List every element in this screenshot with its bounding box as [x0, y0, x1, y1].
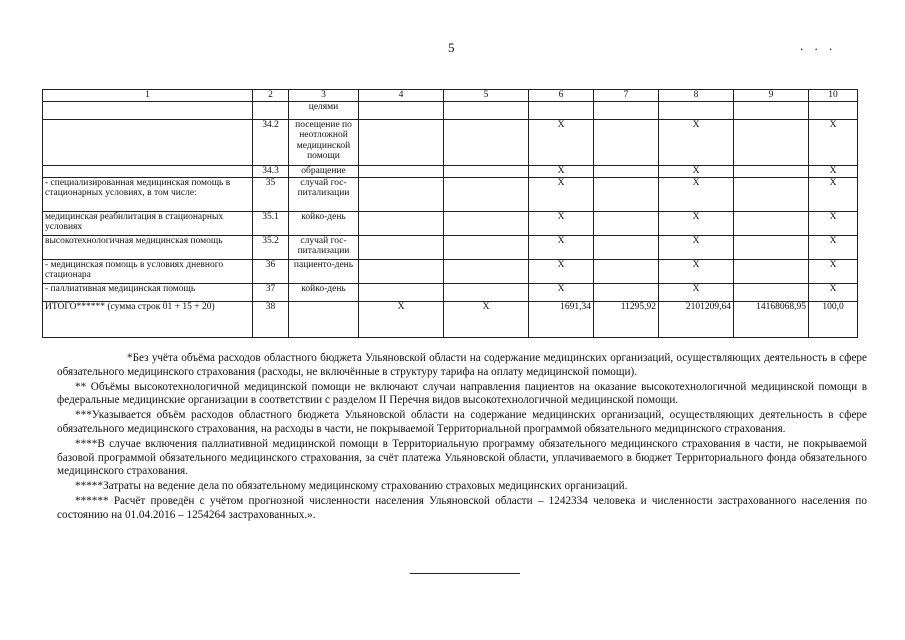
cell-code: 36 — [253, 259, 289, 283]
cell-col10: X — [809, 283, 858, 301]
cell-col4: X — [359, 301, 444, 337]
table-row — [43, 235, 858, 259]
cell-label: медицинская реабилитация в стационарных условиях — [43, 211, 253, 235]
cell-col10: X — [809, 165, 858, 177]
cell-col9: 14168068,95 — [734, 301, 809, 337]
footnote: *Без учёта объёма расходов областного бюджета Ульяновской области на содержание медицинских организаций, осуществляющих деятельность в сфере обязательного медицинского страхования (расходы, не включённые в структуру тарифа на оплату медицинской помощи). — [57, 352, 867, 378]
data-table — [42, 89, 858, 338]
table-header-row — [43, 90, 858, 102]
cell-unit: пациенто-день — [289, 259, 359, 283]
col-header: 2 — [253, 90, 289, 102]
table-row — [43, 165, 858, 177]
cell-unit: посещение по неотложной медицинской помощи — [289, 119, 359, 165]
cell-unit: случай гос-питализации — [289, 235, 359, 259]
col-header: 10 — [809, 90, 858, 102]
cell-col6 — [529, 101, 594, 119]
footnote: ****** Расчёт проведён с учётом прогнозной численности населения Ульяновской области – 1242334 человека и численности застрахованного населения по состоянию на 01.04.2016 – 1254264 застрахованных.». — [57, 495, 867, 522]
cell-col4 — [359, 119, 444, 165]
cell-col4 — [359, 101, 444, 119]
cell-col8: X — [659, 165, 734, 177]
cell-code — [253, 101, 289, 119]
footnote: ** Объёмы высокотехнологичной медицинской помощи не включают случаи направления пациентов на оказание высокотехнологичной медицинской помощи в федеральные медицинские организации в соответствии с разделом II Перечня видов высокотехнологичной медицинской помощи. — [57, 380, 867, 407]
cell-col7 — [594, 165, 659, 177]
cell-col5 — [444, 165, 529, 177]
cell-col9 — [734, 177, 809, 211]
cell-code: 35.2 — [253, 235, 289, 259]
cell-col4 — [359, 211, 444, 235]
cell-col6: X — [529, 211, 594, 235]
col-header: 9 — [734, 90, 809, 102]
cell-unit: случай гос-питализации — [289, 177, 359, 211]
cell-col9 — [734, 119, 809, 165]
cell-col5 — [444, 235, 529, 259]
cell-col10: X — [809, 211, 858, 235]
cell-col9 — [734, 165, 809, 177]
cell-col5 — [444, 101, 529, 119]
cell-col7 — [594, 283, 659, 301]
cell-col10: X — [809, 235, 858, 259]
table-row — [43, 177, 858, 211]
cell-col8: 2101209,64 — [659, 301, 734, 337]
cell-col8: X — [659, 119, 734, 165]
cell-col6: X — [529, 259, 594, 283]
cell-code: 37 — [253, 283, 289, 301]
cell-col10: X — [809, 119, 858, 165]
cell-col5 — [444, 119, 529, 165]
col-header: 4 — [359, 90, 444, 102]
cell-col7 — [594, 235, 659, 259]
footnotes — [57, 352, 867, 524]
cell-col7 — [594, 119, 659, 165]
cell-col7 — [594, 211, 659, 235]
cell-col6: X — [529, 283, 594, 301]
cell-col8 — [659, 101, 734, 119]
col-header: 7 — [594, 90, 659, 102]
page-number: 5 — [448, 40, 455, 55]
cell-col8: X — [659, 235, 734, 259]
cell-col10: X — [809, 259, 858, 283]
cell-col4 — [359, 235, 444, 259]
cell-col5 — [444, 177, 529, 211]
cell-unit: койко-день — [289, 211, 359, 235]
cell-col6: X — [529, 165, 594, 177]
cell-unit: обращение — [289, 165, 359, 177]
cell-col8: X — [659, 211, 734, 235]
cell-unit: койко-день — [289, 283, 359, 301]
footnote: *****Затраты на ведение дела по обязательному медицинскому страхованию страховых медицинских организаций. — [75, 480, 628, 493]
cell-col9 — [734, 259, 809, 283]
cell-col4 — [359, 283, 444, 301]
cell-code: 35.1 — [253, 211, 289, 235]
table-row-total — [43, 301, 858, 337]
cell-col8: X — [659, 259, 734, 283]
cell-col6: X — [529, 177, 594, 211]
corner-marks: . . . — [800, 38, 837, 53]
cell-label: - медицинская помощь в условиях дневного стационара — [43, 259, 253, 283]
cell-col7 — [594, 101, 659, 119]
cell-unit: целями — [289, 101, 359, 119]
table-row — [43, 101, 858, 119]
cell-col6: X — [529, 119, 594, 165]
cell-label — [43, 165, 253, 177]
cell-label — [43, 101, 253, 119]
cell-col10: 100,0 — [809, 301, 858, 337]
col-header: 6 — [529, 90, 594, 102]
cell-col8: X — [659, 283, 734, 301]
col-header: 3 — [289, 90, 359, 102]
cell-label: - специализированная медицинская помощь в стационарных условиях, в том числе: — [43, 177, 253, 211]
cell-col4 — [359, 165, 444, 177]
cell-col9 — [734, 283, 809, 301]
table-row — [43, 259, 858, 283]
cell-col9 — [734, 211, 809, 235]
cell-code: 35 — [253, 177, 289, 211]
footnote: ***Указывается объём расходов областного бюджета Ульяновской области на содержание медицинских организаций, осуществляющих деятельность в сфере обязательного медицинского страхования, на расходы в части, не покрываемой Территориальной программой обязательного медицинского страхования. — [57, 409, 867, 435]
cell-col10 — [809, 101, 858, 119]
cell-col4 — [359, 177, 444, 211]
cell-col5 — [444, 259, 529, 283]
cell-label: - паллиативная медицинская помощь — [43, 283, 253, 301]
cell-col9 — [734, 235, 809, 259]
cell-col5 — [444, 283, 529, 301]
cell-col7: 11295,92 — [594, 301, 659, 337]
cell-col4 — [359, 259, 444, 283]
cell-label: высокотехнологичная медицинская помощь — [43, 235, 253, 259]
cell-code: 34.3 — [253, 165, 289, 177]
cell-col9 — [734, 101, 809, 119]
cell-code: 34.2 — [253, 119, 289, 165]
closing-rule — [410, 573, 520, 574]
table-row — [43, 211, 858, 235]
cell-col5: X — [444, 301, 529, 337]
cell-code: 38 — [253, 301, 289, 337]
cell-col7 — [594, 177, 659, 211]
cell-unit — [289, 301, 359, 337]
cell-col8: X — [659, 177, 734, 211]
footnote: ****В случае включения паллиативной медицинской помощи в Территориальную программу обязательного медицинского страхования в части, не покрываемой базовой программой обязательного медицинского страхования, за счёт платежа Ульяновской области, уплачиваемого в бюджет Территориального фонда обязательного медицинского страхования. — [57, 438, 867, 478]
cell-col10: X — [809, 177, 858, 211]
cell-label — [43, 119, 253, 165]
table-row — [43, 283, 858, 301]
col-header: 5 — [444, 90, 529, 102]
cell-col6: 1691,34 — [529, 301, 594, 337]
col-header: 1 — [43, 90, 253, 102]
table-row — [43, 119, 858, 165]
col-header: 8 — [659, 90, 734, 102]
cell-col7 — [594, 259, 659, 283]
cell-col5 — [444, 211, 529, 235]
cell-label: ИТОГО****** (сумма строк 01 + 15 + 20) — [43, 301, 253, 337]
cell-col6: X — [529, 235, 594, 259]
